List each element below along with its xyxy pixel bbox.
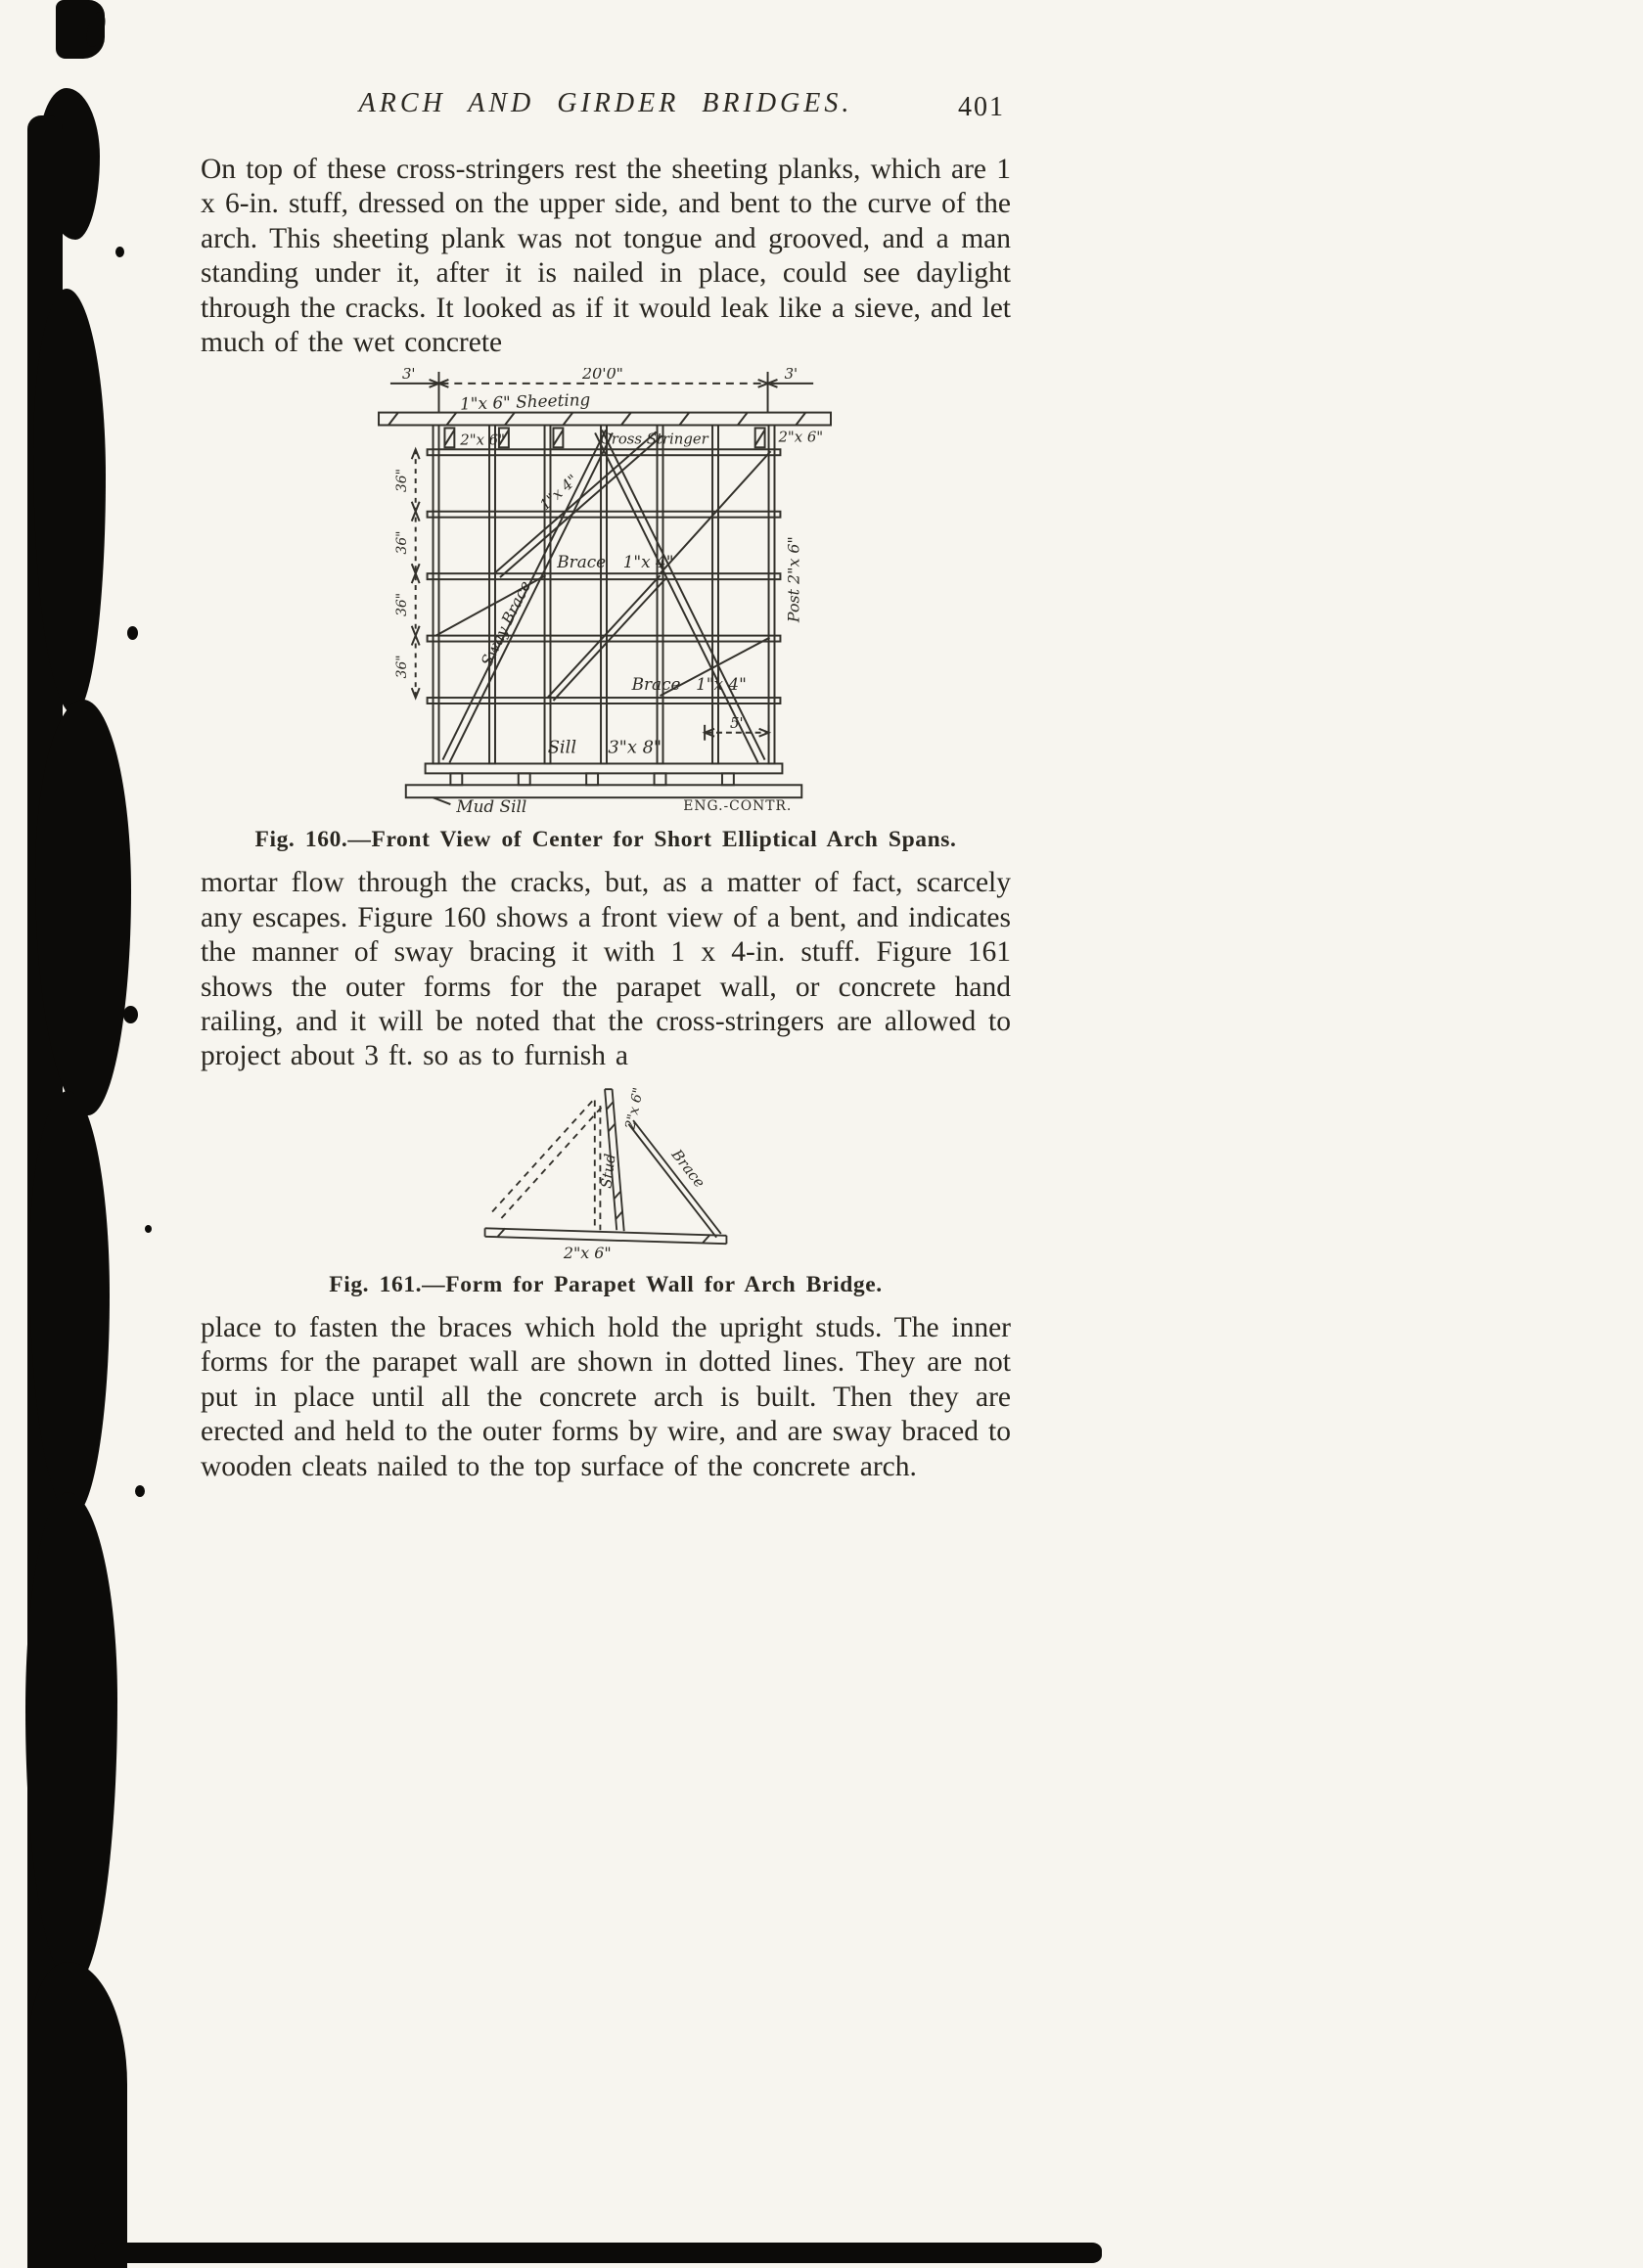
label-brace-low-size: 1"x 4" [696, 674, 747, 695]
label-dim-left: 3' [401, 368, 416, 384]
label-dim-right: 3' [784, 368, 799, 384]
label-mud-sill: Mud Sill [456, 796, 527, 817]
label-brace-mid: Brace [557, 552, 607, 572]
label-eng-contr: ENG.-CONTR. [683, 798, 793, 815]
scan-ink-bar-bottom [94, 2243, 1102, 2263]
label-1x4-diagonal: 1"x 4" [536, 471, 582, 515]
scan-ink-speck [115, 247, 124, 257]
label-dim-36-2: 36" [393, 530, 410, 555]
label-sill-size: 3"x 8" [608, 738, 662, 759]
label-cross-stringer: Cross Stringer [600, 430, 708, 448]
page-header [201, 88, 1011, 127]
scan-ink-speck [127, 626, 138, 640]
scan-ink-speck [135, 1485, 145, 1497]
label-post: Post 2"x 6" [784, 536, 803, 623]
figure-160 [201, 368, 1011, 821]
label-brace: Brace [667, 1146, 709, 1192]
label-2x6-top: 2"x 6" [622, 1086, 648, 1131]
label-dim-span: 20'0" [582, 368, 623, 384]
paragraph-2: mortar flow through the cracks, but, as a matter of fact, scarcely any escapes. Figure 160 shows a front view of a bent, and indicates the manner of sway bracing it with 1 x 4-in. stuff. Figure 161 shows the outer forms for the parapet wall, or concrete hand railing, and it will be noted that the cross-stringers are allowed to project about 3 ft. so as to furnish a [201, 867, 1011, 1072]
label-dim-5: 5' [730, 714, 744, 733]
page-content [201, 0, 1011, 1484]
label-2x6-bottom: 2"x 6" [563, 1244, 612, 1261]
scan-ink-blot [27, 1962, 127, 2268]
paragraph-1: On top of these cross-stringers rest the sheeting planks, which are 1 x 6-in. stuff, dressed on the upper side, and bent to the curve of the arch. This sheeting plank was not tongue and grooved, and a man standing under it, after it is nailed in place, could see daylight through the cracks. It looked as if it would leak like a sieve, and let much of the wet concrete [201, 154, 1011, 359]
running-header-title: ARCH AND GIRDER BRIDGES. [358, 88, 853, 118]
scan-ink-speck [145, 1225, 152, 1233]
label-sway-brace: Sway Brace [477, 577, 535, 670]
label-stud: Stud [597, 1152, 619, 1190]
label-dim-36-4: 36" [393, 655, 410, 679]
label-brace-mid-size: 1"x 4" [622, 552, 674, 572]
figure-160-caption: Fig. 160.—Front View of Center for Short Elliptical Arch Spans. [254, 827, 957, 853]
label-sill: Sill [547, 738, 577, 759]
figure-161-drawing [478, 1078, 734, 1261]
scan-ink-speck [123, 1006, 138, 1023]
figure-161-caption: Fig. 161.—Form for Parapet Wall for Arch Bridge. [329, 1271, 883, 1297]
figure-161 [201, 1078, 1011, 1266]
figure-160-drawing [363, 368, 848, 816]
label-brace-low: Brace [631, 674, 681, 695]
paragraph-3: place to fasten the braces which hold the upright studs. The inner forms for the parapet wall are shown in dotted lines. They are not put in place until all the concrete arch is built. Then they are erected and held to the outer forms by wire, and are sway braced to wooden cleats nailed to the top surface of the concrete arch. [201, 1311, 1011, 1482]
label-2x6-right: 2"x 6" [778, 428, 824, 446]
label-2x6-left: 2"x 6" [460, 431, 505, 449]
page-number: 401 [958, 92, 1005, 122]
label-dim-36-1: 36" [393, 469, 410, 493]
label-sheeting: 1"x 6" Sheeting [459, 389, 591, 415]
label-dim-36-3: 36" [393, 593, 410, 617]
